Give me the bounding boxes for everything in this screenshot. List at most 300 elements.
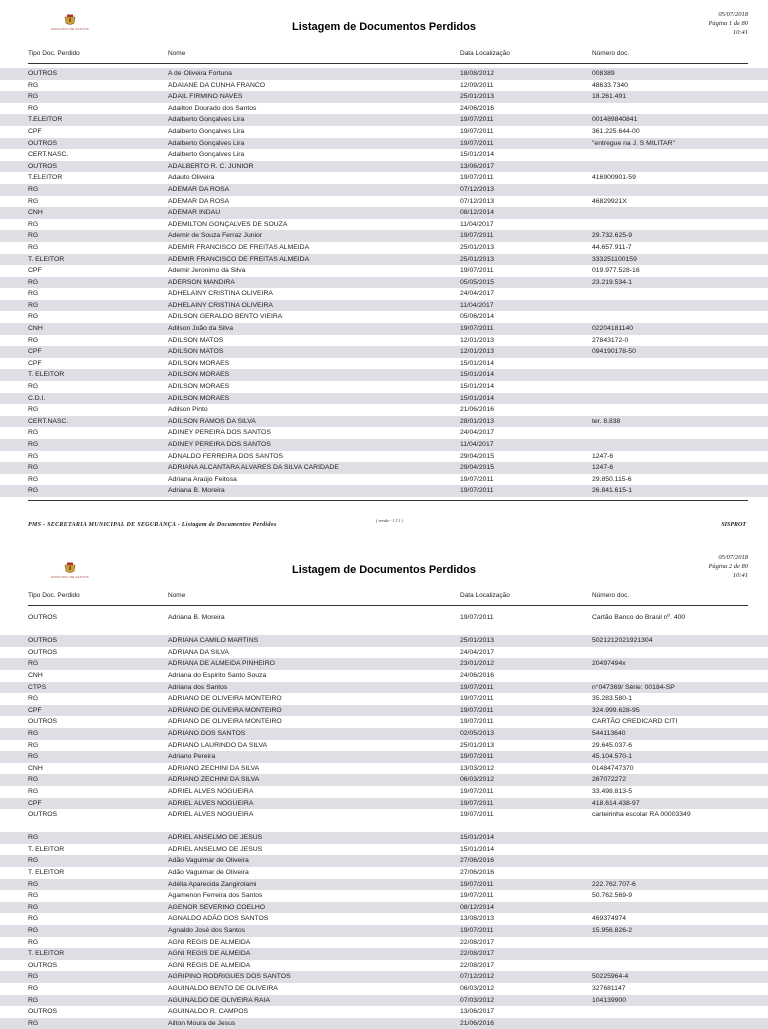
- found-date: 19/07/2011: [460, 892, 494, 900]
- found-date: 28/01/2013: [460, 417, 495, 425]
- found-date: 25/01/2013: [460, 243, 495, 251]
- person-name: ADILSON MORAES: [168, 371, 230, 379]
- doc-number: 45.104.570-1: [592, 753, 633, 761]
- person-name: ADILSON MATOS: [168, 336, 224, 344]
- found-date: 19/07/2011: [460, 753, 494, 761]
- table-row: [0, 242, 768, 254]
- person-name: AGUINALDO R. CAMPOS: [168, 1008, 249, 1016]
- found-date: 25/01/2013: [460, 93, 495, 101]
- page-meta: [658, 553, 748, 580]
- doc-number: 50.762.569-9: [592, 892, 633, 900]
- found-date: 19/07/2011: [460, 475, 494, 483]
- doc-type: RG: [28, 973, 39, 981]
- person-name: ADILSON MATOS: [168, 348, 224, 356]
- found-date: 12/01/2013: [460, 336, 495, 344]
- table-row: [0, 207, 768, 219]
- table-row: [0, 879, 768, 891]
- doc-type: RG: [28, 729, 39, 737]
- doc-number: 361.225.644-00: [592, 127, 640, 135]
- table-row: [0, 740, 768, 752]
- table-row: [0, 763, 768, 775]
- person-name: ADRIANA ALCANTARA ALVARES DA SILVA CARIDADE: [168, 464, 339, 472]
- table-row: [0, 728, 768, 740]
- person-name: ADHELAINY CRISTINA OLIVEIRA: [168, 301, 273, 309]
- person-name: ADEMIR FRANCISCO DE FREITAS ALMEIDA: [168, 243, 310, 251]
- doc-number: 26.841.615-1: [592, 487, 633, 495]
- doc-number: n°047369/ Série: 00184-SP: [592, 683, 675, 691]
- person-name: ADILSON MORAES: [168, 383, 230, 391]
- found-date: 07/12/2013: [460, 185, 495, 193]
- doc-number: 416900901-59: [592, 174, 636, 182]
- doc-type: RG: [28, 313, 39, 321]
- report-date: 05/07/2018: [718, 554, 748, 561]
- found-date: 19/07/2011: [460, 706, 494, 714]
- found-date: 19/07/2011: [460, 174, 494, 182]
- doc-type: CTPS: [28, 683, 47, 691]
- doc-type: RG: [28, 406, 39, 414]
- col-numero: Número doc.: [592, 592, 630, 599]
- person-name: AGNI REGIS DE ALMEIDA: [168, 950, 251, 958]
- doc-type: RG: [28, 475, 39, 483]
- doc-number: 02204181140: [592, 325, 634, 333]
- found-date: 06/03/2012: [460, 776, 495, 784]
- table-bottom-rule: [28, 500, 748, 501]
- person-name: Adriano Pereira: [168, 753, 216, 761]
- doc-number: 104139900: [592, 996, 627, 1004]
- found-date: 18/08/2012: [460, 70, 495, 77]
- found-date: 15/01/2014: [460, 383, 495, 391]
- doc-type: RG: [28, 834, 39, 842]
- person-name: Adriana B. Moreira: [168, 487, 225, 495]
- table-row: [0, 682, 768, 694]
- doc-type: RG: [28, 336, 39, 344]
- found-date: 25/01/2013: [460, 741, 495, 749]
- doc-type: CNH: [28, 764, 43, 772]
- doc-type: CPF: [28, 267, 42, 275]
- table-row: [0, 230, 768, 242]
- person-name: ADRIEL ALVES NOGUEIRA: [168, 799, 254, 807]
- table-row: [0, 1006, 768, 1018]
- doc-type: RG: [28, 220, 39, 228]
- doc-number: 29.645.037-6: [592, 741, 633, 749]
- found-date: 19/07/2011: [460, 927, 494, 935]
- found-date: 19/07/2011: [460, 267, 494, 275]
- column-header: [0, 50, 768, 60]
- person-name: ADRIEL ANSELMO DE JESUS: [168, 834, 263, 842]
- table-row: [0, 983, 768, 995]
- doc-number: 18.261.491: [592, 93, 627, 101]
- doc-type: RG: [28, 660, 39, 668]
- found-date: 29/04/2015: [460, 452, 495, 460]
- person-name: ADILSON RAMOS DA SILVA: [168, 417, 256, 425]
- person-name: Adriana do Espirito Santo Souza: [168, 671, 267, 679]
- found-date: 22/08/2017: [460, 938, 495, 946]
- doc-number: "entregue na J. S MILITAR": [592, 139, 675, 147]
- found-date: 07/12/2012: [460, 973, 495, 981]
- person-name: AGENOR SEVERINO COELHO: [168, 903, 266, 911]
- person-name: ADINEY PEREIRA DOS SANTOS: [168, 441, 271, 448]
- doc-type: RG: [28, 776, 39, 784]
- found-date: 05/06/2014: [460, 313, 495, 321]
- person-name: Adilson João da Silva: [168, 325, 233, 333]
- doc-type: RG: [28, 1019, 39, 1027]
- doc-number: 544113640: [592, 729, 626, 737]
- doc-type: OUTROS: [28, 637, 58, 645]
- table-row: [0, 335, 768, 347]
- found-date: 24/06/2016: [460, 671, 495, 679]
- page-number: Página 1 de 80: [708, 20, 748, 27]
- table-row: [0, 288, 768, 300]
- header-rule: [28, 605, 748, 606]
- doc-type: RG: [28, 487, 39, 495]
- found-date: 21/06/2016: [460, 1019, 495, 1027]
- doc-type: RG: [28, 243, 39, 251]
- doc-type: RG: [28, 104, 39, 112]
- table-row: [0, 635, 768, 647]
- person-name: ADEMAR INDAU: [168, 209, 221, 217]
- doc-type: RG: [28, 197, 39, 205]
- doc-type: OUTROS: [28, 811, 58, 819]
- doc-type: RG: [28, 185, 39, 193]
- doc-type: RG: [28, 441, 39, 448]
- doc-type: T. ELEITOR: [28, 371, 65, 379]
- person-name: ADNALDO FERREIRA DOS SANTOS: [168, 452, 284, 460]
- doc-type: T. ELEITOR: [28, 845, 65, 853]
- col-tipo: Tipo Doc. Perdido: [28, 50, 80, 57]
- doc-number: 01484747370: [592, 764, 634, 772]
- report-time: 10:41: [732, 572, 748, 579]
- found-date: 08/12/2014: [460, 209, 495, 217]
- found-date: 11/04/2017: [460, 301, 494, 309]
- table-row: [0, 485, 768, 497]
- person-name: Adalberto Gonçalves Lira: [168, 139, 245, 147]
- found-date: 24/06/2016: [460, 104, 495, 112]
- table-row: [0, 971, 768, 983]
- table-row: [0, 161, 768, 173]
- found-date: 15/01/2014: [460, 834, 495, 842]
- doc-type: RG: [28, 892, 39, 900]
- person-name: ADEMILTON GONÇALVES DE SOUZA: [168, 220, 288, 228]
- table-row: [0, 416, 768, 428]
- doc-number: 5021212021921304: [592, 637, 653, 645]
- doc-type: RG: [28, 787, 39, 795]
- doc-number: 50225964-4: [592, 973, 629, 981]
- person-name: AGUINALDO DE OLIVEIRA RAIA: [168, 996, 270, 1004]
- doc-number: 33.498.813-5: [592, 787, 633, 795]
- doc-type: RG: [28, 915, 39, 923]
- doc-number: 333251100159: [592, 255, 637, 263]
- table-row: [0, 323, 768, 335]
- page-meta: [658, 10, 748, 37]
- doc-type: RG: [28, 232, 39, 240]
- page-title: Listagem de Documentos Perdidos: [292, 21, 476, 33]
- found-date: 13/06/2017: [460, 162, 495, 170]
- report-page-2: [0, 545, 768, 1027]
- found-date: 19/07/2011: [460, 799, 494, 807]
- found-date: 15/01/2014: [460, 394, 495, 402]
- person-name: ADHELAINY CRISTINA OLIVEIRA: [168, 290, 273, 298]
- doc-number: 15.956.826-2: [592, 927, 633, 935]
- doc-type: T. ELEITOR: [28, 950, 65, 958]
- found-date: 22/08/2017: [460, 961, 495, 969]
- doc-number: 46829921X: [592, 197, 627, 205]
- table-row: [0, 716, 768, 728]
- doc-type: OUTROS: [28, 70, 58, 77]
- doc-number: Cartão Banco do Brasil nº. 400: [592, 614, 686, 621]
- person-name: Ademir Jeronimo da Silva: [168, 267, 246, 275]
- doc-type: RG: [28, 429, 39, 437]
- table-row: [0, 172, 768, 184]
- person-name: ADRIEL ALVES NOGUEIRA: [168, 811, 254, 819]
- doc-type: T. ELEITOR: [28, 869, 65, 877]
- doc-number: 019.977.528-16: [592, 267, 640, 275]
- person-name: AGNALDO ADÃO DOS SANTOS: [168, 915, 269, 923]
- found-date: 24/04/2017: [460, 429, 495, 437]
- person-name: ADERSON MANDIRA: [168, 278, 235, 286]
- found-date: 19/07/2011: [460, 683, 494, 691]
- doc-number: 327681147: [592, 985, 626, 992]
- table-row: [0, 91, 768, 103]
- person-name: ADRIANO DE OLIVEIRA MONTEIRO: [168, 695, 282, 703]
- found-date: 11/04/2017: [460, 220, 494, 228]
- doc-type: RG: [28, 278, 39, 286]
- person-name: AGNI REGIS DE ALMEIDA: [168, 961, 251, 969]
- doc-number: 222.762.707-6: [592, 880, 636, 888]
- doc-number: 001489840841: [592, 116, 638, 124]
- table-row: [0, 68, 768, 80]
- report-time: 10:41: [732, 29, 748, 36]
- found-date: 19/07/2011: [460, 116, 494, 124]
- found-date: 06/03/2012: [460, 985, 495, 992]
- table-row: [0, 427, 768, 439]
- doc-type: CNH: [28, 325, 43, 333]
- table-row: [0, 844, 768, 856]
- table-row: [0, 913, 768, 925]
- column-header: [0, 592, 768, 602]
- person-name: Adão Vaguimar de Oliveira: [168, 869, 249, 877]
- table-row: [0, 254, 768, 266]
- doc-number: carteirinha escolar RA 00003349: [592, 811, 691, 819]
- col-nome: Nome: [168, 50, 186, 57]
- doc-number: 094190178-50: [592, 348, 636, 356]
- doc-type: T. ELEITOR: [28, 255, 65, 263]
- doc-number: 23.219.534-1: [592, 278, 633, 286]
- found-date: 24/04/2017: [460, 290, 495, 298]
- person-name: ADRIANA DE ALMEIDA PINHEIRO: [168, 660, 275, 668]
- doc-type: CERT.NASC.: [28, 417, 69, 425]
- table-row: [0, 647, 768, 659]
- person-name: ADILSON GERALDO BENTO VIEIRA: [168, 313, 283, 321]
- found-date: 19/07/2011: [460, 695, 494, 703]
- found-date: 11/04/2017: [460, 441, 494, 448]
- doc-type: OUTROS: [28, 961, 58, 969]
- col-tipo: Tipo Doc. Perdido: [28, 592, 80, 599]
- doc-type: RG: [28, 996, 39, 1004]
- col-numero: Número doc.: [592, 50, 630, 57]
- table-row: [0, 474, 768, 486]
- header-rule: [28, 63, 748, 64]
- doc-type: OUTROS: [28, 1008, 58, 1016]
- person-name: ADILSON MORAES: [168, 394, 230, 402]
- person-name: ADRIANO ZECHINI DA SILVA: [168, 776, 260, 784]
- found-date: 15/01/2014: [460, 371, 495, 379]
- person-name: ADRIANO ZECHINI DA SILVA: [168, 764, 260, 772]
- page-number: Página 2 de 80: [708, 563, 748, 570]
- person-name: ADRIEL ALVES NOGUEIRA: [168, 787, 254, 795]
- found-date: 15/01/2014: [460, 151, 495, 159]
- found-date: 12/09/2011: [460, 81, 494, 89]
- person-name: ADILSON MORAES: [168, 359, 230, 367]
- person-name: AGRIPINO RODRIGUES DOS SANTOS: [168, 973, 291, 981]
- table-row: [0, 890, 768, 902]
- table-row: [0, 693, 768, 705]
- table-row: [0, 196, 768, 208]
- doc-type: OUTROS: [28, 614, 58, 621]
- table-row: [0, 114, 768, 126]
- col-data: Data Localização: [460, 50, 510, 57]
- person-name: ADAIANE DA CUNHA FRANCO: [168, 81, 266, 89]
- person-name: Adauto Oliveira: [168, 174, 215, 182]
- doc-number: 27843172-0: [592, 336, 629, 344]
- table-row: [0, 393, 768, 405]
- found-date: 19/07/2011: [460, 127, 494, 135]
- table-row: [0, 381, 768, 393]
- person-name: Agamenon Ferreira dos Santos: [168, 892, 263, 900]
- table-row: [0, 798, 768, 810]
- footer-version: ( versão - 1 3 1 ): [376, 518, 403, 523]
- table-row: [0, 138, 768, 150]
- found-date: 13/08/2013: [460, 915, 495, 923]
- table-row: [0, 612, 768, 635]
- table-row: [0, 774, 768, 786]
- found-date: 08/12/2014: [460, 903, 495, 911]
- doc-number: 44.657.911-7: [592, 243, 632, 251]
- doc-number: 008389: [592, 70, 615, 77]
- person-name: Ailton Moura de Jesus: [168, 1019, 236, 1027]
- footer-right: SISPROT: [721, 522, 746, 528]
- table-row: [0, 404, 768, 416]
- person-name: Adalberto Gonçalves Lira: [168, 127, 245, 135]
- table-row: [0, 439, 768, 451]
- doc-type: RG: [28, 741, 39, 749]
- person-name: Adélia Aparecida Zangirolami: [168, 880, 257, 888]
- table-row: [0, 369, 768, 381]
- table-row: [0, 126, 768, 138]
- doc-type: RG: [28, 301, 39, 309]
- doc-type: RG: [28, 857, 39, 865]
- person-name: ADRIANO DOS SANTOS: [168, 729, 246, 737]
- person-name: Adriana dos Santos: [168, 683, 228, 691]
- person-name: ADRIEL ANSELMO DE JESUS: [168, 845, 263, 853]
- doc-type: RG: [28, 753, 39, 761]
- logo-caption: MUNICÍPIO DE SANTOS: [51, 575, 89, 579]
- found-date: 25/01/2013: [460, 637, 495, 645]
- person-name: ADAIL FIRMINO NAVES: [168, 93, 243, 101]
- person-name: AGNI REGIS DE ALMEIDA: [168, 938, 251, 946]
- doc-number: ter. 8.838: [592, 417, 621, 425]
- table-row: [0, 786, 768, 798]
- table-row: [0, 995, 768, 1007]
- table-row: [0, 103, 768, 115]
- table-row: [0, 265, 768, 277]
- doc-number: 418.614.438-97: [592, 799, 640, 807]
- table-row: [0, 149, 768, 161]
- table-row: [0, 346, 768, 358]
- found-date: 24/04/2017: [460, 648, 495, 656]
- person-name: ADRIANA CAMILO MARTINS: [168, 637, 259, 645]
- doc-type: OUTROS: [28, 139, 58, 147]
- person-name: ADRIANO DE OLIVEIRA MONTEIRO: [168, 706, 282, 714]
- doc-number: 1247-6: [592, 464, 614, 472]
- doc-type: RG: [28, 290, 39, 298]
- found-date: 19/07/2011: [460, 325, 494, 333]
- doc-type: CNH: [28, 209, 43, 217]
- found-date: 07/12/2013: [460, 197, 495, 205]
- found-date: 19/07/2011: [460, 232, 494, 240]
- doc-type: RG: [28, 985, 39, 992]
- table-row: [0, 867, 768, 879]
- col-nome: Nome: [168, 592, 186, 599]
- doc-number: 1247-6: [592, 452, 614, 460]
- found-date: 27/06/2016: [460, 857, 495, 865]
- table-row: [0, 311, 768, 323]
- table-row: [0, 219, 768, 231]
- doc-number: 267072272: [592, 776, 627, 784]
- table-row: [0, 937, 768, 949]
- person-name: Adailton Dourado dos Santos: [168, 104, 257, 112]
- person-name: ADRIANA DA SILVA: [168, 648, 229, 656]
- doc-number: 469374974: [592, 915, 627, 923]
- doc-type: RG: [28, 93, 39, 101]
- table-row: [0, 451, 768, 463]
- found-date: 05/05/2015: [460, 278, 495, 286]
- doc-type: RG: [28, 695, 39, 703]
- doc-type: RG: [28, 464, 39, 472]
- doc-number: 48633.7340: [592, 81, 628, 89]
- found-date: 23/01/2012: [460, 660, 495, 668]
- person-name: Adriana Araújo Feitosa: [168, 475, 237, 483]
- table-row: [0, 960, 768, 972]
- table-row: [0, 705, 768, 717]
- doc-type: RG: [28, 383, 39, 391]
- table-row: [0, 300, 768, 312]
- person-name: Adriana B. Moreira: [168, 614, 225, 621]
- table-row: [0, 670, 768, 682]
- doc-type: CPF: [28, 359, 42, 367]
- table-row: [0, 902, 768, 914]
- person-name: Adão Vaguimar de Oliveira: [168, 857, 249, 865]
- found-date: 07/03/2012: [460, 996, 495, 1004]
- found-date: 27/06/2016: [460, 869, 495, 877]
- found-date: 19/07/2011: [460, 718, 494, 726]
- found-date: 19/07/2011: [460, 614, 494, 621]
- report-date: 05/07/2018: [718, 11, 748, 18]
- doc-type: RG: [28, 903, 39, 911]
- page-footer: [0, 518, 768, 532]
- doc-type: T.ELEITOR: [28, 174, 63, 182]
- person-name: Adalberto Gonçalves Lira: [168, 151, 245, 159]
- table-row: [0, 184, 768, 196]
- person-name: ADRIANO LAURINDO DA SILVA: [168, 741, 268, 749]
- table-row: [0, 1018, 768, 1029]
- logo-caption: MUNICÍPIO DE SANTOS: [51, 27, 89, 31]
- table-row: [0, 277, 768, 289]
- page-title: Listagem de Documentos Perdidos: [292, 564, 476, 576]
- table-row: [0, 80, 768, 92]
- doc-type: OUTROS: [28, 162, 58, 170]
- table-row: [0, 948, 768, 960]
- found-date: 19/07/2011: [460, 811, 494, 819]
